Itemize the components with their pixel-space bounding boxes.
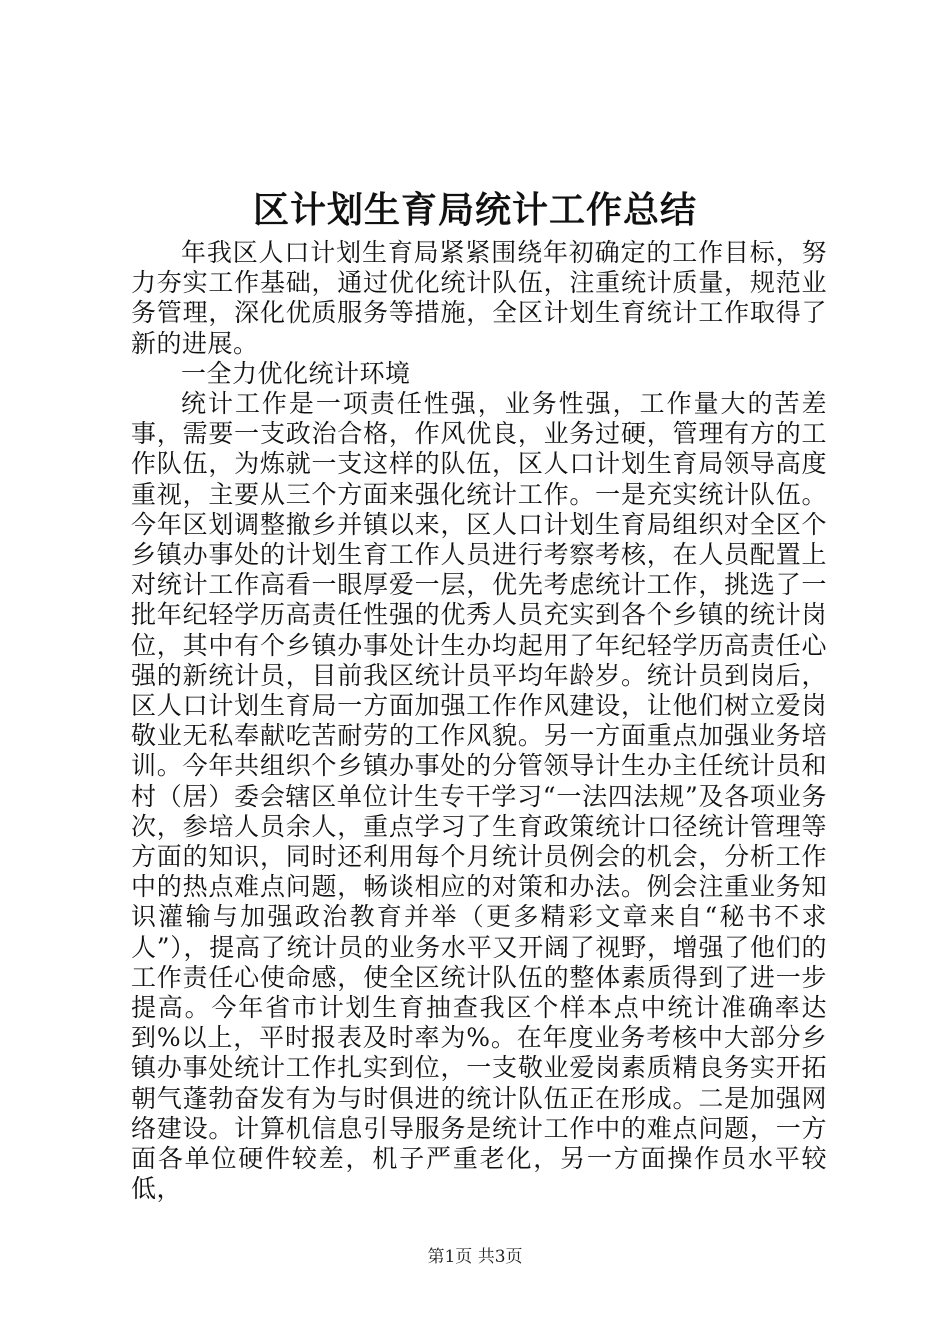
section-heading: 一全力优化统计环境 [181, 358, 411, 388]
page-footer: 第1页 共3页 [427, 1247, 523, 1267]
document-title: 区计划生育局统计工作总结 [252, 189, 697, 231]
body-paragraph: 统计工作是一项责任性强，业务性强，工作量大的苦差事，需要一支政治合格，作风优良，业务过硬，管理有方的工作队伍，为炼就一支这样的队伍，区人口计划生育局领导高度重视，主要从三个方面来强化统计工作。一是充实统计队伍。今年区划调整撤乡并镇以来，区人口计划生育局组织对全区个乡镇办事处的计划生育工作人员进行考察考核，在人员配置上对统计工作高看一眼厚爱一层，优先考虑统计工作，挑选了一批年纪轻学历高责任性强的优秀人员充实到各个乡镇的统计岗位，其中有个乡镇办事处计生办均起用了年纪轻学历高责任心强的新统计员，目前我区统计员平均年龄岁。统计员到岗后，区人口计划生育局一方面加强工作作风建设，让他们树立爱岗敬业无私奉献吃苦耐劳的工作风貌。另一方面重点加强业务培训。今年共组织个乡镇办事处的分管领导计生办主任统计员和村（居）委会辖区单位计生专干学习“一法四法规”及各项业务次，参培人员余人，重点学习了生育政策统计口径统计管理等方面的知识，同时还利用每个月统计员例会的机会，分析工作中的热点难点问题，畅谈相应的对策和办法。例会注重业务知识灌输与加强政治教育并举（更多精彩文章来自“秘书不求人”），提高了统计员的业务水平又开阔了视野，增强了他们的工作责任心使命感，使全区统计队伍的整体素质得到了进一步提高。今年省市计划生育抽查我区个样本点中统计准确率达到%以上，平时报表及时率为%。在年度业务考核中大部分乡镇办事处统计工作扎实到位，一支敬业爱岗素质精良务实开拓朝气蓬勃奋发有为与时俱进的统计队伍正在形成。二是加强网络建设。计算机信息引导服务是统计工作中的难点问题，一方面各单位硬件较差，机子严重老化，另一方面操作员水平较低， [131, 389, 827, 1204]
intro-paragraph: 年我区人口计划生育局紧紧围绕年初确定的工作目标，努力夯实工作基础，通过优化统计队伍，注重统计质量，规范业务管理，深化优质服务等措施，全区计划生育统计工作取得了新的进展。 [131, 238, 827, 358]
document-body [131, 238, 827, 1205]
